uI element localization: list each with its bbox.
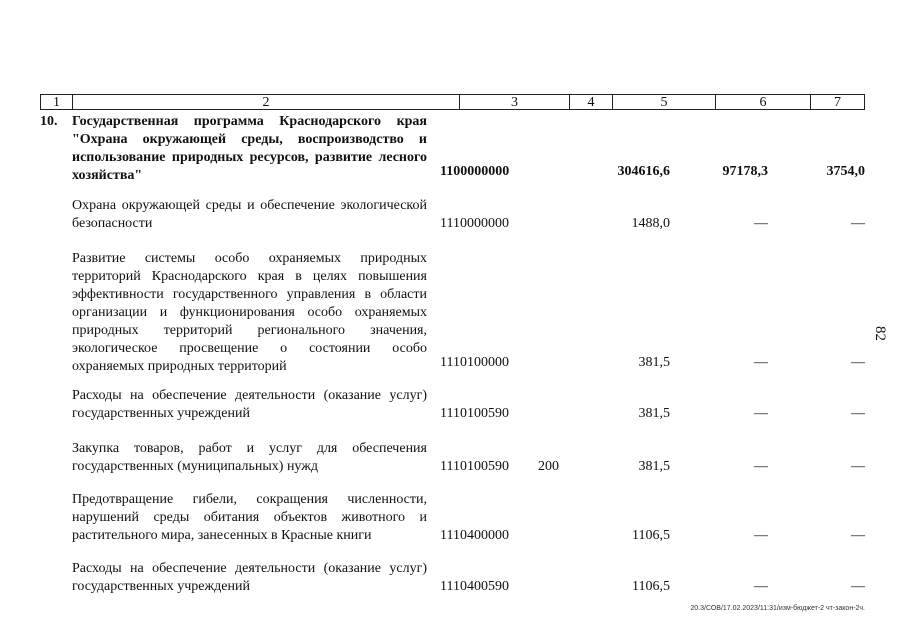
row-text: Охрана окружающей среды и обеспечение экологической безопасности <box>72 198 427 231</box>
header-col-3: 3 <box>460 95 570 109</box>
row-code: 1110000000 <box>440 216 509 231</box>
row-value-7: — <box>851 579 865 594</box>
row-code: 1100000000 <box>440 164 510 179</box>
row-value-7: — <box>851 406 865 421</box>
row-text: Предотвращение гибели, сокращения численности, нарушений среды обитания объектов животного и растительного мира, занесенных в Красные книги <box>72 492 427 543</box>
row-code: 1110100590 <box>440 406 509 421</box>
row-value-6: — <box>754 528 768 543</box>
row-value-6: — <box>754 406 768 421</box>
row-value-5: 1106,5 <box>632 579 670 594</box>
table-header-row <box>40 94 865 110</box>
row-kvr: 200 <box>538 459 559 474</box>
header-col-2: 2 <box>73 95 460 109</box>
row-value-6: — <box>754 216 768 231</box>
row-text: Закупка товаров, работ и услуг для обеспечения государственных (муниципальных) нужд <box>72 441 427 474</box>
row-code: 1110400590 <box>440 579 509 594</box>
header-col-4: 4 <box>570 95 613 109</box>
header-col-7: 7 <box>834 95 841 110</box>
row-value-5: 1106,5 <box>632 528 670 543</box>
row-text: Развитие системы особо охраняемых природных территорий Краснодарского края в целях повышения эффективности государственного управления в области организации и функционирования особо охраняемых природных территорий регионального значения, экологическое просвещение о состоянии особо охраняемых природных территорий <box>72 251 427 374</box>
row-text: Расходы на обеспечение деятельности (оказание услуг) государственных учреждений <box>72 388 427 421</box>
header-col-1: 1 <box>41 95 73 109</box>
row-value-7: — <box>851 216 865 231</box>
header-col-5: 5 <box>613 95 716 109</box>
row-text: Расходы на обеспечение деятельности (оказание услуг) государственных учреждений <box>72 561 427 594</box>
row-code: 1110100590 <box>440 459 509 474</box>
row-value-7: — <box>851 459 865 474</box>
page-number: 82 <box>872 326 888 341</box>
row-value-5: 381,5 <box>638 459 670 474</box>
row-number: 10. <box>40 114 58 129</box>
row-text: Государственная программа Краснодарского края "Охрана окружающей среды, воспроизводство и использование природных ресурсов, развитие лесного хозяйства" <box>72 114 427 183</box>
row-value-6: — <box>754 459 768 474</box>
footer-reference: 20.3/СОВ/17.02.2023/11:31/изм-бюджет-2 чт-закон-2ч. <box>690 605 865 612</box>
row-value-6: — <box>754 355 768 370</box>
row-value-5: 1488,0 <box>631 216 670 231</box>
row-value-5: 381,5 <box>638 406 670 421</box>
row-code: 1110100000 <box>440 355 509 370</box>
row-value-6: 97178,3 <box>722 164 768 179</box>
row-value-5: 304616,6 <box>617 164 670 179</box>
header-col-6: 6 <box>716 95 811 109</box>
row-value-7: — <box>851 528 865 543</box>
row-value-7: — <box>851 355 865 370</box>
row-value-7: 3754,0 <box>826 164 865 179</box>
row-value-6: — <box>754 579 768 594</box>
row-value-5: 381,5 <box>638 355 670 370</box>
row-code: 1110400000 <box>440 528 509 543</box>
